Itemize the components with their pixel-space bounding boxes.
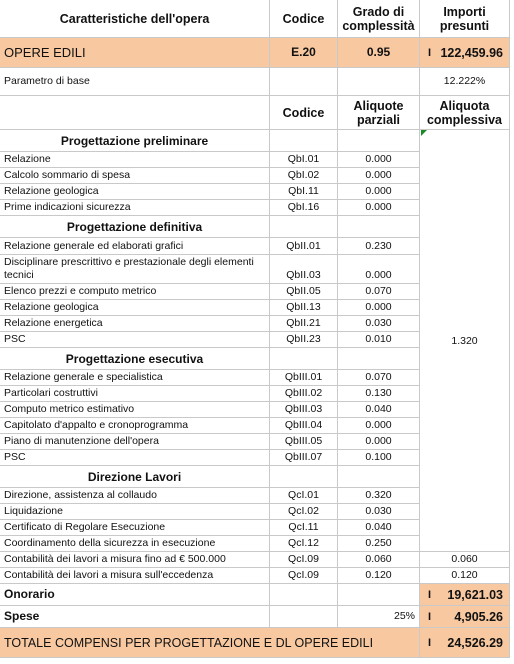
item-value[interactable]: 0.040: [338, 520, 420, 536]
item-value[interactable]: 0.100: [338, 450, 420, 466]
item-code[interactable]: QbII.13: [270, 300, 338, 316]
empty-cell[interactable]: [270, 348, 338, 370]
header-row: [0, 0, 510, 38]
item-label[interactable]: Computo metrico estimativo: [0, 402, 270, 418]
section-direzione[interactable]: Direzione Lavori: [0, 466, 270, 488]
subheader-aliquota[interactable]: Aliquota complessiva: [420, 96, 510, 130]
item-value[interactable]: 0.130: [338, 386, 420, 402]
item-code[interactable]: QcI.09: [270, 568, 338, 584]
item-label[interactable]: Disciplinare prescrittivo e prestazionale degli elementi tecnici: [0, 255, 270, 284]
opere-grado[interactable]: 0.95: [338, 38, 420, 68]
item-value[interactable]: 0.000: [338, 255, 420, 284]
comment-marker-icon: [421, 130, 427, 136]
item-label[interactable]: Relazione: [0, 152, 270, 168]
opere-importo-cell[interactable]: [420, 38, 510, 68]
item-code[interactable]: QbII.03: [270, 255, 338, 284]
item-value[interactable]: 0.000: [338, 168, 420, 184]
subheader-codice[interactable]: Codice: [270, 96, 338, 130]
item-label[interactable]: Relazione generale ed elaborati grafici: [0, 238, 270, 255]
currency-symbol: I: [428, 636, 432, 649]
item-label[interactable]: Capitolato d'appalto e cronoprogramma: [0, 418, 270, 434]
item-value[interactable]: 0.000: [338, 152, 420, 168]
empty-cell[interactable]: [270, 216, 338, 238]
item-value[interactable]: 0.030: [338, 504, 420, 520]
item-code[interactable]: QcI.11: [270, 520, 338, 536]
item-value[interactable]: 0.320: [338, 488, 420, 504]
onorario-row: [0, 584, 510, 606]
totale-value: 24,526.29: [447, 635, 503, 650]
totale-label[interactable]: TOTALE COMPENSI PER PROGETTAZIONE E DL OPERE EDILI: [0, 628, 420, 658]
item-code[interactable]: QcI.01: [270, 488, 338, 504]
currency-symbol: I: [428, 588, 432, 601]
item-label[interactable]: Prime indicazioni sicurezza: [0, 200, 270, 216]
empty-cell[interactable]: [270, 130, 338, 152]
item-code[interactable]: QbI.02: [270, 168, 338, 184]
item-code[interactable]: QcI.12: [270, 536, 338, 552]
spese-row: [0, 606, 510, 628]
parametro-row: [0, 68, 510, 96]
currency-symbol: I: [428, 610, 432, 623]
item-code[interactable]: QbI.16: [270, 200, 338, 216]
header-importi[interactable]: Importi presunti: [420, 0, 510, 38]
onorario-value-cell[interactable]: [420, 584, 510, 606]
item-label[interactable]: PSC: [0, 450, 270, 466]
item-label[interactable]: Certificato di Regolare Esecuzione: [0, 520, 270, 536]
item-code[interactable]: QbIII.02: [270, 386, 338, 402]
spese-value: 4,905.26: [454, 609, 503, 624]
empty-cell[interactable]: [338, 584, 420, 606]
item-label[interactable]: Coordinamento della sicurezza in esecuzione: [0, 536, 270, 552]
item-code[interactable]: QcI.02: [270, 504, 338, 520]
spese-percent[interactable]: 25%: [338, 606, 420, 628]
item-value[interactable]: 0.040: [338, 402, 420, 418]
item-value[interactable]: 0.070: [338, 284, 420, 300]
opere-label[interactable]: OPERE EDILI: [0, 38, 270, 68]
item-value[interactable]: 0.230: [338, 238, 420, 255]
item-label[interactable]: Relazione geologica: [0, 300, 270, 316]
empty-cell[interactable]: [270, 68, 338, 96]
empty-cell[interactable]: [338, 130, 420, 152]
opere-code[interactable]: E.20: [270, 38, 338, 68]
header-caratteristiche[interactable]: Caratteristiche dell'opera: [0, 0, 270, 38]
empty-cell[interactable]: [270, 606, 338, 628]
spese-value-cell[interactable]: [420, 606, 510, 628]
item-code[interactable]: QbII.21: [270, 316, 338, 332]
item-value[interactable]: 0.070: [338, 370, 420, 386]
item-total[interactable]: 0.060: [420, 552, 510, 568]
item-label[interactable]: Contabilità dei lavori a misura sull'eccedenza: [0, 568, 270, 584]
item-code[interactable]: QbII.05: [270, 284, 338, 300]
section-definitiva[interactable]: Progettazione definitiva: [0, 216, 270, 238]
item-code[interactable]: QbIII.07: [270, 450, 338, 466]
item-code[interactable]: QbII.23: [270, 332, 338, 348]
item-label[interactable]: Direzione, assistenza al collaudo: [0, 488, 270, 504]
item-label[interactable]: Particolari costruttivi: [0, 386, 270, 402]
item-label[interactable]: Liquidazione: [0, 504, 270, 520]
totale-row: [0, 628, 510, 658]
empty-cell[interactable]: [338, 466, 420, 488]
parametro-value[interactable]: 12.222%: [420, 68, 510, 96]
item-total[interactable]: 0.120: [420, 568, 510, 584]
item-label[interactable]: Calcolo sommario di spesa: [0, 168, 270, 184]
item-label[interactable]: Relazione geologica: [0, 184, 270, 200]
item-code[interactable]: QbIII.05: [270, 434, 338, 450]
header-codice[interactable]: Codice: [270, 0, 338, 38]
parametro-label[interactable]: Parametro di base: [0, 68, 270, 96]
empty-cell[interactable]: [338, 216, 420, 238]
item-label[interactable]: Relazione energetica: [0, 316, 270, 332]
item-value[interactable]: 0.000: [338, 184, 420, 200]
empty-cell[interactable]: [270, 584, 338, 606]
subheader-row: [0, 96, 510, 130]
item-code[interactable]: QbII.01: [270, 238, 338, 255]
opere-importo: 122,459.96: [440, 45, 503, 60]
totale-value-cell[interactable]: [420, 628, 510, 658]
table-row: [0, 568, 510, 584]
table-row: [0, 552, 510, 568]
item-value[interactable]: 0.060: [338, 552, 420, 568]
empty-cell[interactable]: [338, 68, 420, 96]
opere-edili-row: [0, 38, 510, 68]
onorario-label[interactable]: Onorario: [0, 584, 270, 606]
item-value[interactable]: 0.000: [338, 434, 420, 450]
item-value[interactable]: 0.000: [338, 300, 420, 316]
header-grado[interactable]: Grado di complessità: [338, 0, 420, 38]
item-code[interactable]: QbI.11: [270, 184, 338, 200]
empty-cell[interactable]: [338, 348, 420, 370]
item-value[interactable]: 0.030: [338, 316, 420, 332]
item-label[interactable]: Piano di manutenzione dell'opera: [0, 434, 270, 450]
item-value[interactable]: 0.010: [338, 332, 420, 348]
item-label[interactable]: Elenco prezzi e computo metrico: [0, 284, 270, 300]
currency-symbol: I: [428, 46, 432, 59]
empty-cell[interactable]: [270, 466, 338, 488]
item-value[interactable]: 0.250: [338, 536, 420, 552]
item-value[interactable]: 0.120: [338, 568, 420, 584]
subheader-aliquote[interactable]: Aliquote parziali: [338, 96, 420, 130]
item-code[interactable]: QbIII.03: [270, 402, 338, 418]
item-code[interactable]: QbI.01: [270, 152, 338, 168]
section-esecutiva[interactable]: Progettazione esecutiva: [0, 348, 270, 370]
item-code[interactable]: QbIII.04: [270, 418, 338, 434]
empty-cell[interactable]: [0, 96, 270, 130]
item-code[interactable]: QbIII.01: [270, 370, 338, 386]
aliquota-complessiva-merged[interactable]: 1.320: [420, 130, 510, 552]
item-code[interactable]: QcI.09: [270, 552, 338, 568]
spese-label[interactable]: Spese: [0, 606, 270, 628]
item-label[interactable]: Contabilità dei lavori a misura fino ad € 500.000: [0, 552, 270, 568]
item-value[interactable]: 0.000: [338, 418, 420, 434]
section-preliminare[interactable]: Progettazione preliminare: [0, 130, 270, 152]
item-label[interactable]: PSC: [0, 332, 270, 348]
onorario-value: 19,621.03: [447, 587, 503, 602]
item-label[interactable]: Relazione generale e specialistica: [0, 370, 270, 386]
item-value[interactable]: 0.000: [338, 200, 420, 216]
